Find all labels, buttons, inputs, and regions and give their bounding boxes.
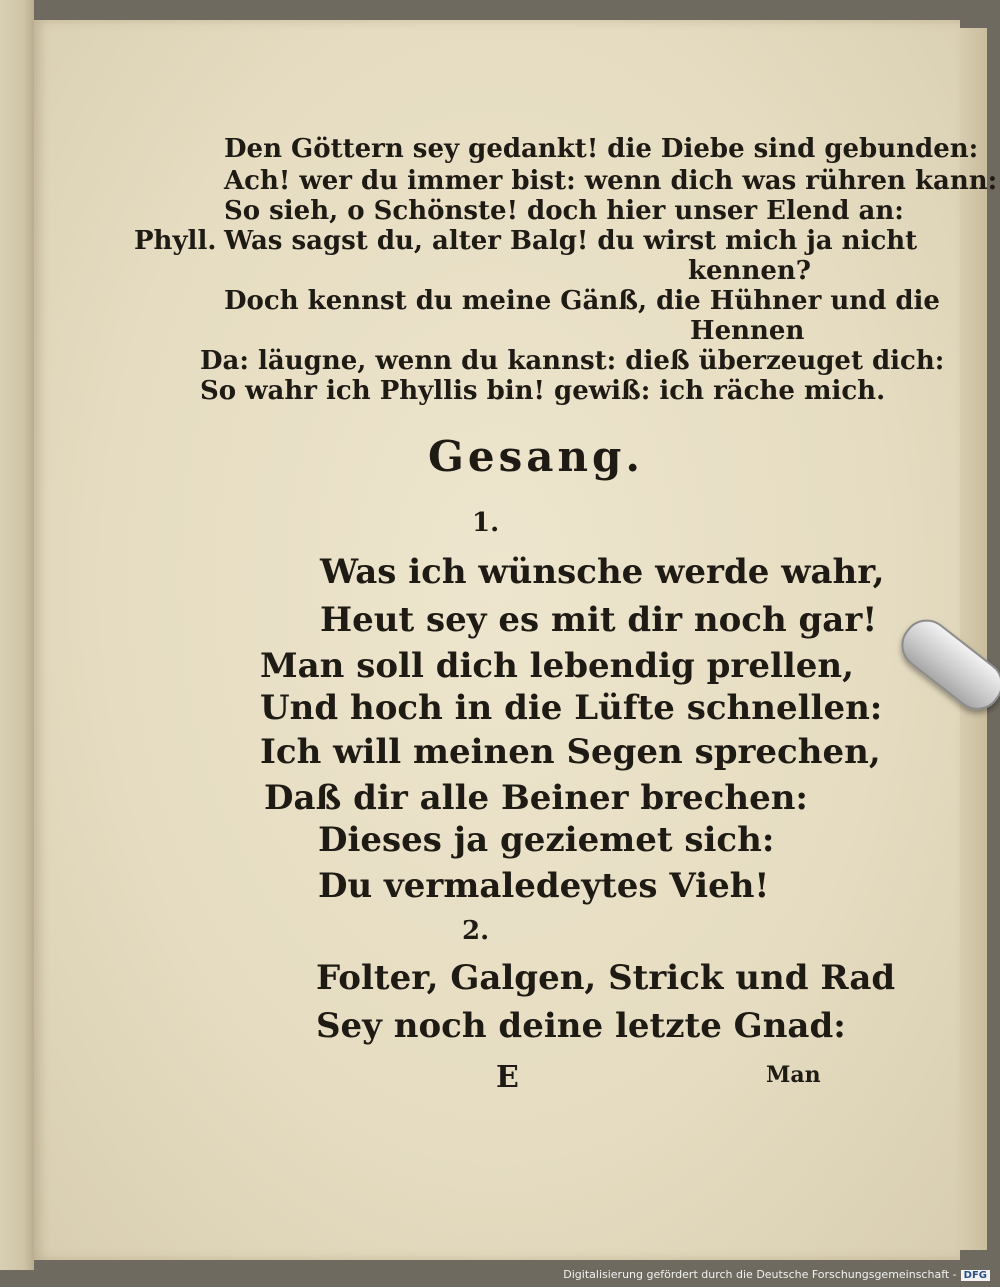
dfg-logo: DFG xyxy=(961,1270,990,1281)
song-line: Du vermaledeytes Vieh! xyxy=(318,866,770,906)
verse-line: Was sagst du, alter Balg! du wirst mich ja nicht xyxy=(224,226,918,256)
stanza-number: 1. xyxy=(472,508,500,538)
digitization-footer xyxy=(563,1268,990,1281)
section-title: Gesang. xyxy=(428,432,644,481)
song-line: Dieses ja geziemet sich: xyxy=(318,820,775,860)
facing-page-edge xyxy=(0,0,34,1270)
verse-line-continuation: Hennen xyxy=(690,316,805,346)
footer-text: Digitalisierung gefördert durch die Deutsche Forschungsgemeinschaft - xyxy=(563,1268,957,1281)
verse-line: Den Göttern sey gedankt! die Diebe sind gebunden: xyxy=(224,134,979,164)
verse-line: Ach! wer du immer bist: wenn dich was rühren kann: xyxy=(224,166,998,196)
verse-line: Da: läugne, wenn du kannst: dieß überzeuget dich: xyxy=(200,346,945,376)
song-line: Ich will meinen Segen sprechen, xyxy=(260,732,881,772)
song-line: Sey noch deine letzte Gnad: xyxy=(316,1006,846,1046)
verse-line: So wahr ich Phyllis bin! gewiß: ich räche mich. xyxy=(200,376,886,406)
catchword: Man xyxy=(766,1062,821,1088)
stanza-number: 2. xyxy=(462,916,490,946)
verse-line-continuation: kennen? xyxy=(688,256,812,286)
verse-line: Doch kennst du meine Gänß, die Hühner und die xyxy=(224,286,940,316)
song-line: Man soll dich lebendig prellen, xyxy=(260,646,854,686)
signature-mark: E xyxy=(496,1060,519,1095)
song-line: Daß dir alle Beiner brechen: xyxy=(264,778,808,818)
song-line: Was ich wünsche werde wahr, xyxy=(320,552,885,592)
speaker-label: Phyll. xyxy=(134,226,217,256)
song-line: Folter, Galgen, Strick und Rad xyxy=(316,958,896,998)
book-page xyxy=(34,20,998,1260)
song-line: Heut sey es mit dir noch gar! xyxy=(320,600,878,640)
page-stack-edge xyxy=(958,28,987,1250)
verse-line: So sieh, o Schönste! doch hier unser Elend an: xyxy=(224,196,904,226)
song-line: Und hoch in die Lüfte schnellen: xyxy=(260,688,883,728)
